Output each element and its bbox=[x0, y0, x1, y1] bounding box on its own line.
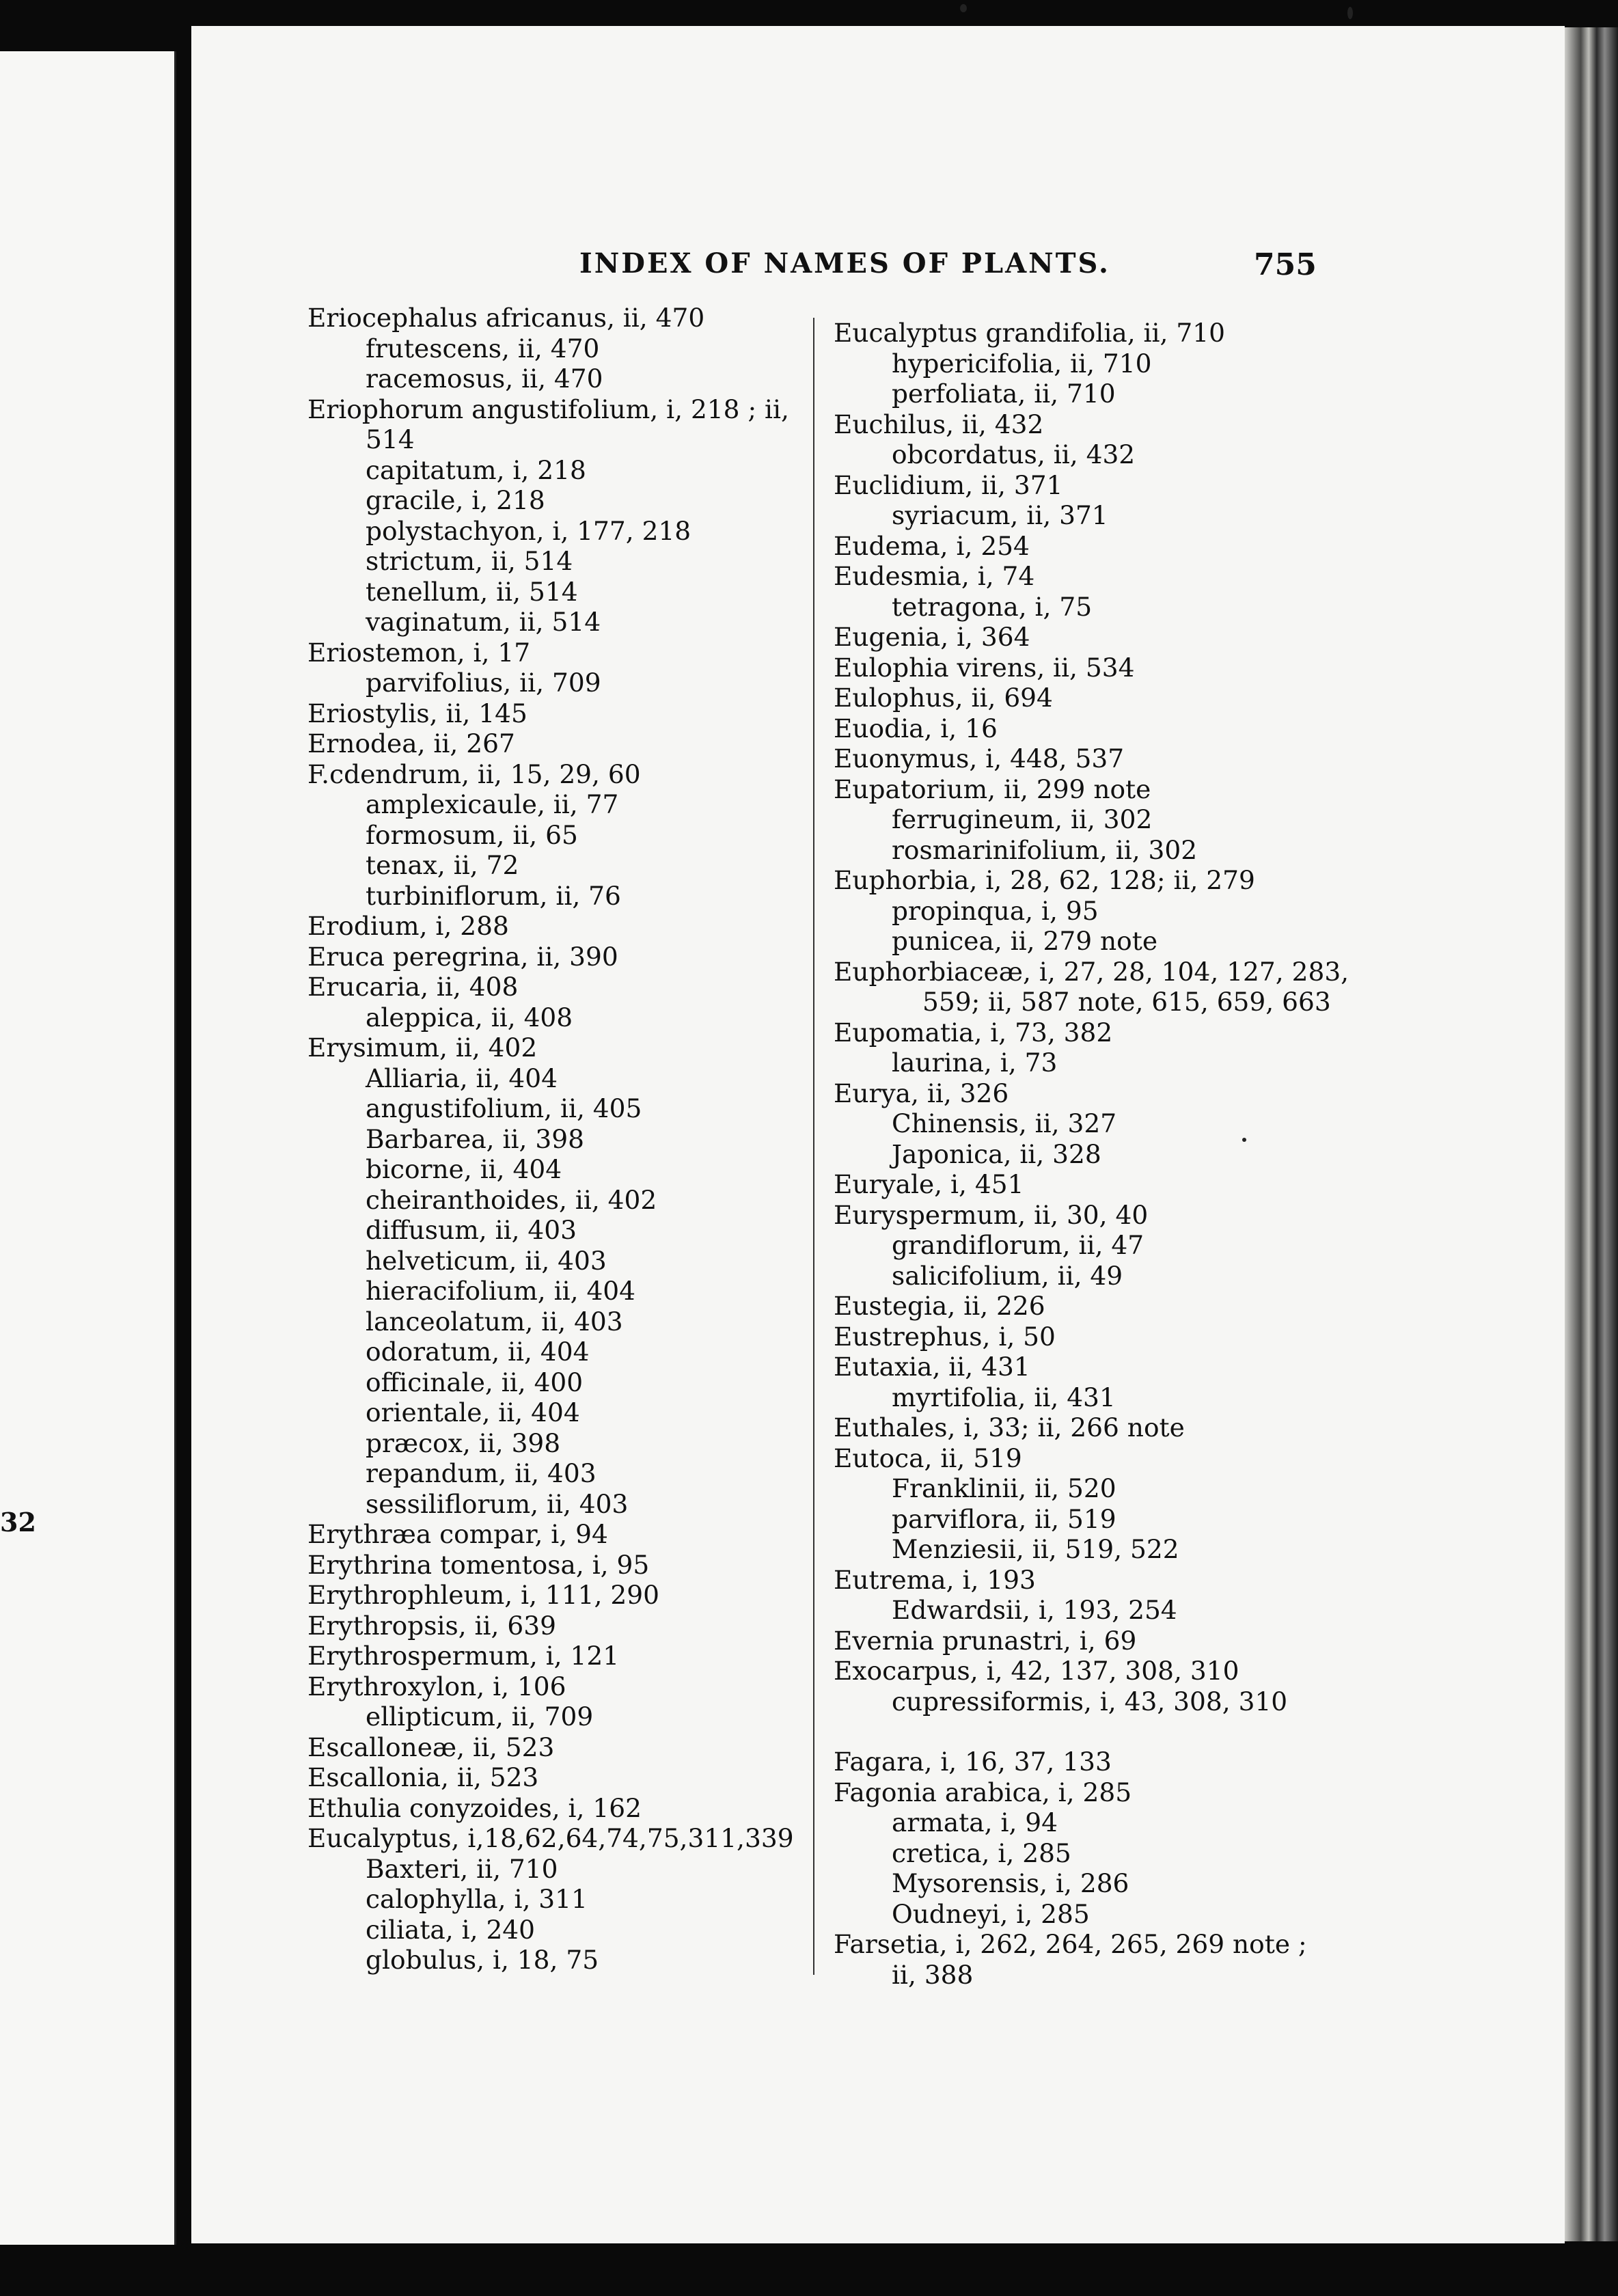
print-speck bbox=[1347, 7, 1353, 19]
index-entry: Euchilus, ii, 432 bbox=[834, 409, 1044, 439]
index-subentry: vaginatum, ii, 514 bbox=[366, 607, 601, 637]
index-entry: Erythropsis, ii, 639 bbox=[307, 1610, 556, 1641]
index-entry: Euonymus, i, 448, 537 bbox=[834, 743, 1125, 774]
index-entry: Escallonia, ii, 523 bbox=[307, 1762, 539, 1792]
index-subentry: Baxteri, ii, 710 bbox=[366, 1853, 558, 1884]
index-entry: Euthales, i, 33; ii, 266 note bbox=[834, 1412, 1185, 1443]
index-subentry: amplexicaule, ii, 77 bbox=[366, 789, 619, 819]
index-entry: Eutoca, ii, 519 bbox=[834, 1443, 1022, 1473]
print-speck bbox=[1242, 1138, 1246, 1142]
index-entry: Farsetia, i, 262, 264, 265, 269 note ; bbox=[834, 1929, 1307, 1959]
index-subentry: odoratum, ii, 404 bbox=[366, 1337, 590, 1367]
index-entry: Erodium, i, 288 bbox=[307, 911, 509, 941]
index-entry: F.cdendrum, ii, 15, 29, 60 bbox=[307, 758, 641, 789]
index-entry: Eupatorium, ii, 299 note bbox=[834, 774, 1151, 804]
index-subentry: tenax, ii, 72 bbox=[366, 850, 519, 880]
index-entry: Erythræa compar, i, 94 bbox=[307, 1519, 608, 1549]
index-entry: Eulophus, ii, 694 bbox=[834, 683, 1053, 713]
index-entry: Erysimum, ii, 402 bbox=[307, 1033, 538, 1063]
index-entry: Eugenia, i, 364 bbox=[834, 622, 1030, 652]
index-entry-continuation: ii, 388 bbox=[892, 1959, 974, 1990]
index-entry: Euryspermum, ii, 30, 40 bbox=[834, 1199, 1149, 1230]
index-entry: Erucaria, ii, 408 bbox=[307, 972, 519, 1002]
index-subentry: grandiflorum, ii, 47 bbox=[892, 1230, 1144, 1260]
index-subentry: punicea, ii, 279 note bbox=[892, 926, 1158, 956]
index-subentry: laurina, i, 73 bbox=[892, 1048, 1058, 1078]
running-header: INDEX OF NAMES OF PLANTS. bbox=[579, 247, 1110, 279]
index-subentry: lanceolatum, ii, 403 bbox=[366, 1306, 623, 1337]
index-entry: Erythrospermum, i, 121 bbox=[307, 1641, 620, 1671]
index-subentry: Menziesii, ii, 519, 522 bbox=[892, 1534, 1179, 1564]
index-entry: Euodia, i, 16 bbox=[834, 713, 998, 743]
index-subentry: perfoliata, ii, 710 bbox=[892, 379, 1116, 409]
index-entry: Euphorbia, i, 28, 62, 128; ii, 279 bbox=[834, 865, 1255, 895]
print-speck bbox=[960, 4, 967, 12]
index-entry: Fagonia arabica, i, 285 bbox=[834, 1777, 1132, 1807]
index-subentry: Japonica, ii, 328 bbox=[892, 1138, 1101, 1169]
index-subentry: armata, i, 94 bbox=[892, 1807, 1058, 1837]
index-subentry: polystachyon, i, 177, 218 bbox=[366, 515, 691, 546]
index-entry: Fagara, i, 16, 37, 133 bbox=[834, 1747, 1112, 1777]
index-entry: Euphorbiaceæ, i, 27, 28, 104, 127, 283, bbox=[834, 956, 1349, 987]
index-entry: Eriocephalus africanus, ii, 470 bbox=[307, 303, 705, 333]
index-entry: Erythrophleum, i, 111, 290 bbox=[307, 1580, 659, 1610]
index-subentry: Oudneyi, i, 285 bbox=[892, 1898, 1090, 1929]
index-entry: Eustegia, ii, 226 bbox=[834, 1291, 1045, 1321]
index-subentry: cupressiformis, i, 43, 308, 310 bbox=[892, 1686, 1288, 1717]
index-subentry: myrtifolia, ii, 431 bbox=[892, 1382, 1116, 1412]
index-subentry: ellipticum, ii, 709 bbox=[366, 1702, 594, 1732]
index-entry: Eriostylis, ii, 145 bbox=[307, 698, 527, 728]
index-entry: Eriophorum angustifolium, i, 218 ; ii, bbox=[307, 394, 789, 424]
index-subentry: salicifolium, ii, 49 bbox=[892, 1260, 1123, 1291]
index-subentry: cretica, i, 285 bbox=[892, 1837, 1071, 1868]
index-entry: Erythrina tomentosa, i, 95 bbox=[307, 1549, 650, 1580]
index-entry: Ernodea, ii, 267 bbox=[307, 728, 515, 758]
index-entry: Eustrephus, i, 50 bbox=[834, 1321, 1056, 1352]
index-subentry: strictum, ii, 514 bbox=[366, 546, 573, 576]
index-subentry: Franklinii, ii, 520 bbox=[892, 1473, 1116, 1503]
index-subentry: sessiliflorum, ii, 403 bbox=[366, 1488, 629, 1519]
index-subentry: tenellum, ii, 514 bbox=[366, 576, 578, 607]
index-subentry: repandum, ii, 403 bbox=[366, 1458, 597, 1488]
page-number: 755 bbox=[1254, 247, 1317, 282]
index-subentry: syriacum, ii, 371 bbox=[892, 500, 1108, 530]
column-divider bbox=[813, 318, 814, 1975]
index-entry: Eupomatia, i, 73, 382 bbox=[834, 1017, 1113, 1048]
index-subentry: orientale, ii, 404 bbox=[366, 1397, 580, 1427]
index-subentry: gracile, i, 218 bbox=[366, 485, 545, 515]
index-subentry: frutescens, ii, 470 bbox=[366, 333, 600, 364]
index-subentry: capitatum, i, 218 bbox=[366, 454, 586, 485]
index-entry-continuation: 514 bbox=[366, 424, 415, 454]
index-entry: Eucalyptus, i,18,62,64,74,75,311,339 bbox=[307, 1823, 794, 1853]
index-subentry: præcox, ii, 398 bbox=[366, 1427, 561, 1458]
index-entry: Ethulia conyzoides, i, 162 bbox=[307, 1792, 642, 1823]
index-entry: Escalloneæ, ii, 523 bbox=[307, 1732, 555, 1762]
index-entry: Eulophia virens, ii, 534 bbox=[834, 652, 1135, 683]
index-subentry: bicorne, ii, 404 bbox=[366, 1154, 562, 1184]
index-subentry: Edwardsii, i, 193, 254 bbox=[892, 1595, 1177, 1625]
index-subentry: Mysorensis, i, 286 bbox=[892, 1868, 1129, 1898]
index-entry: Eruca peregrina, ii, 390 bbox=[307, 941, 618, 972]
index-subentry: globulus, i, 18, 75 bbox=[366, 1945, 599, 1975]
index-entry: Eudema, i, 254 bbox=[834, 530, 1030, 561]
index-subentry: obcordatus, ii, 432 bbox=[892, 439, 1136, 469]
index-subentry: calophylla, i, 311 bbox=[366, 1884, 588, 1914]
index-entry: Euryale, i, 451 bbox=[834, 1169, 1024, 1199]
index-column-right bbox=[834, 318, 1349, 1990]
index-subentry: diffusum, ii, 403 bbox=[366, 1215, 577, 1245]
index-column-left bbox=[307, 303, 813, 1976]
index-subentry: helveticum, ii, 403 bbox=[366, 1245, 607, 1276]
index-subentry: ferrugineum, ii, 302 bbox=[892, 804, 1153, 834]
index-entry: Exocarpus, i, 42, 137, 308, 310 bbox=[834, 1656, 1239, 1686]
index-subentry: cheiranthoides, ii, 402 bbox=[366, 1184, 657, 1215]
index-subentry: ciliata, i, 240 bbox=[366, 1914, 536, 1945]
index-entry: Eutaxia, ii, 431 bbox=[834, 1352, 1030, 1382]
index-subentry: aleppica, ii, 408 bbox=[366, 1002, 573, 1033]
index-subentry: hieracifolium, ii, 404 bbox=[366, 1276, 636, 1306]
index-subentry: officinale, ii, 400 bbox=[366, 1367, 584, 1397]
section-gap bbox=[834, 1717, 1326, 1747]
index-subentry: rosmarinifolium, ii, 302 bbox=[892, 834, 1198, 865]
index-subentry: Barbarea, ii, 398 bbox=[366, 1123, 584, 1154]
index-subentry: tetragona, i, 75 bbox=[892, 591, 1093, 622]
index-subentry: parvifolius, ii, 709 bbox=[366, 668, 601, 698]
index-subentry: formosum, ii, 65 bbox=[366, 819, 578, 850]
index-entry: Eudesmia, i, 74 bbox=[834, 561, 1035, 591]
index-subentry: propinqua, i, 95 bbox=[892, 895, 1099, 926]
index-entry: Evernia prunastri, i, 69 bbox=[834, 1625, 1137, 1656]
book-fore-edge bbox=[1565, 27, 1618, 2241]
index-entry: Eucalyptus grandifolia, ii, 710 bbox=[834, 318, 1225, 348]
index-entry-continuation: 559; ii, 587 note, 615, 659, 663 bbox=[922, 987, 1331, 1017]
index-subentry: parviflora, ii, 519 bbox=[892, 1503, 1116, 1534]
previous-page-number: 32 bbox=[0, 1507, 36, 1538]
index-entry: Eurya, ii, 326 bbox=[834, 1078, 1009, 1108]
index-entry: Eutrema, i, 193 bbox=[834, 1564, 1036, 1595]
index-entry: Euclidium, ii, 371 bbox=[834, 469, 1063, 500]
index-subentry: Chinensis, ii, 327 bbox=[892, 1108, 1117, 1138]
index-entry: Eriostemon, i, 17 bbox=[307, 637, 531, 668]
index-subentry: Alliaria, ii, 404 bbox=[366, 1063, 558, 1093]
index-subentry: turbiniflorum, ii, 76 bbox=[366, 880, 621, 911]
index-subentry: angustifolium, ii, 405 bbox=[366, 1093, 642, 1123]
index-subentry: hypericifolia, ii, 710 bbox=[892, 348, 1152, 379]
index-subentry: racemosus, ii, 470 bbox=[366, 364, 603, 394]
index-entry: Erythroxylon, i, 106 bbox=[307, 1671, 566, 1702]
previous-page-edge bbox=[0, 51, 176, 2245]
